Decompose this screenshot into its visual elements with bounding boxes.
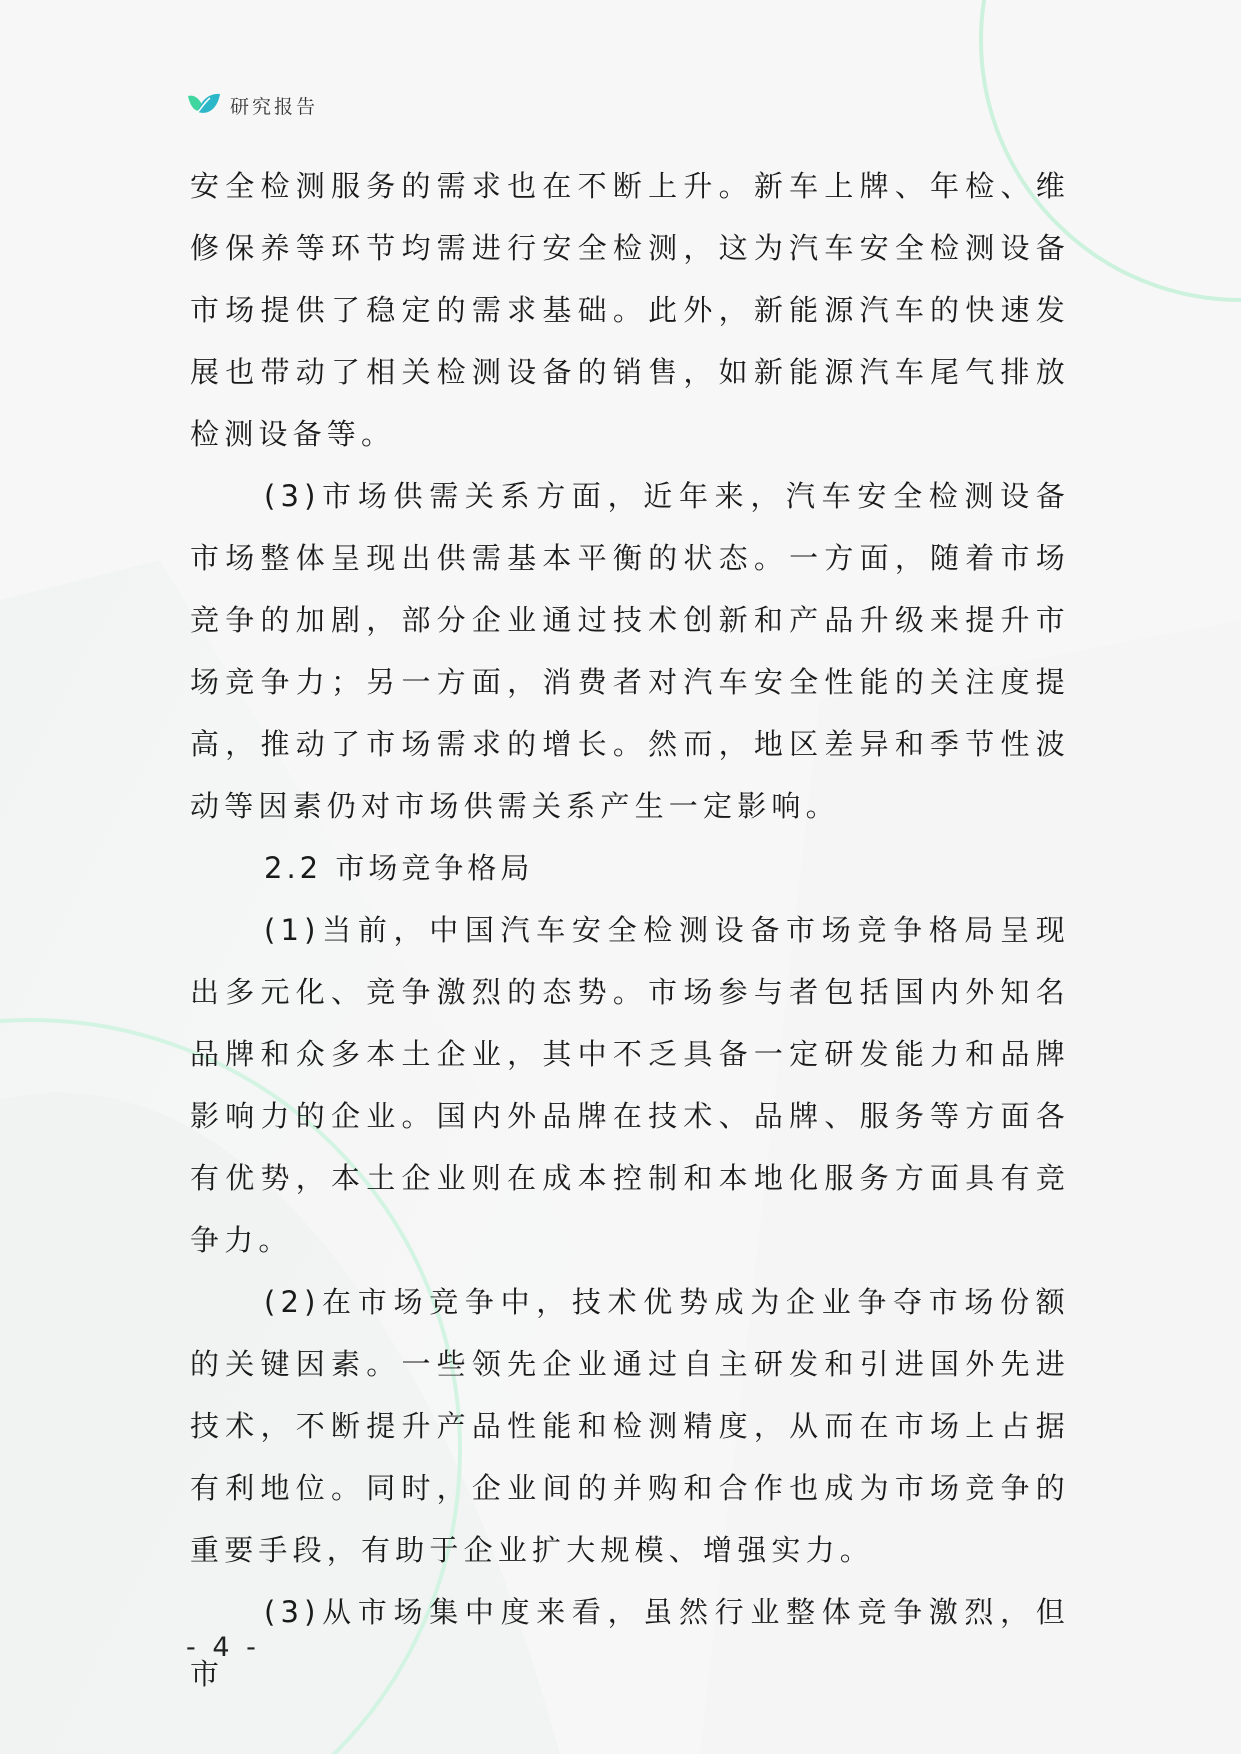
- report-header: [186, 88, 318, 122]
- header-title: 研究报告: [230, 95, 319, 118]
- leaf-logo-icon: [186, 90, 222, 120]
- section-heading: 2.2 市场竞争格局: [264, 851, 534, 885]
- paragraph-1: 安全检测服务的需求也在不断上升。新车上牌、年检、维修保养等环节均需进行安全检测，这为汽车安全检测设备市场提供了稳定的需求基础。此外，新能源汽车的快速发展也带动了相关检测设备的销售，如新能源汽车尾气排放检测设备等。: [190, 169, 1070, 451]
- paragraph-2: (3)市场供需关系方面，近年来，汽车安全检测设备市场整体呈现出供需基本平衡的状态。一方面，随着市场竞争的加剧，部分企业通过技术创新和产品升级来提升市场竞争力；另一方面，消费者对汽车安全性能的关注度提高，推动了市场需求的增长。然而，地区差异和季节性波动等因素仍对市场供需关系产生一定影响。: [190, 479, 1070, 823]
- page-number: - 4 -: [186, 1632, 260, 1663]
- paragraph-5: (3)从市场集中度来看，虽然行业整体竞争激烈，但市: [190, 1595, 1070, 1691]
- paragraph-4: (2)在市场竞争中，技术优势成为企业争夺市场份额的关键因素。一些领先企业通过自主研发和引进国外先进技术，不断提升产品性能和检测精度，从而在市场上占据有利地位。同时，企业间的并购和合作也成为市场竞争的重要手段，有助于企业扩大规模、增强实力。: [190, 1285, 1070, 1567]
- paragraph-3: (1)当前，中国汽车安全检测设备市场竞争格局呈现出多元化、竞争激烈的态势。市场参与者包括国内外知名品牌和众多本土企业，其中不乏具备一定研发能力和品牌影响力的企业。国内外品牌在技术、品牌、服务等方面各有优势，本土企业则在成本控制和本地化服务方面具有竞争力。: [190, 913, 1070, 1257]
- report-body: [190, 155, 1070, 1705]
